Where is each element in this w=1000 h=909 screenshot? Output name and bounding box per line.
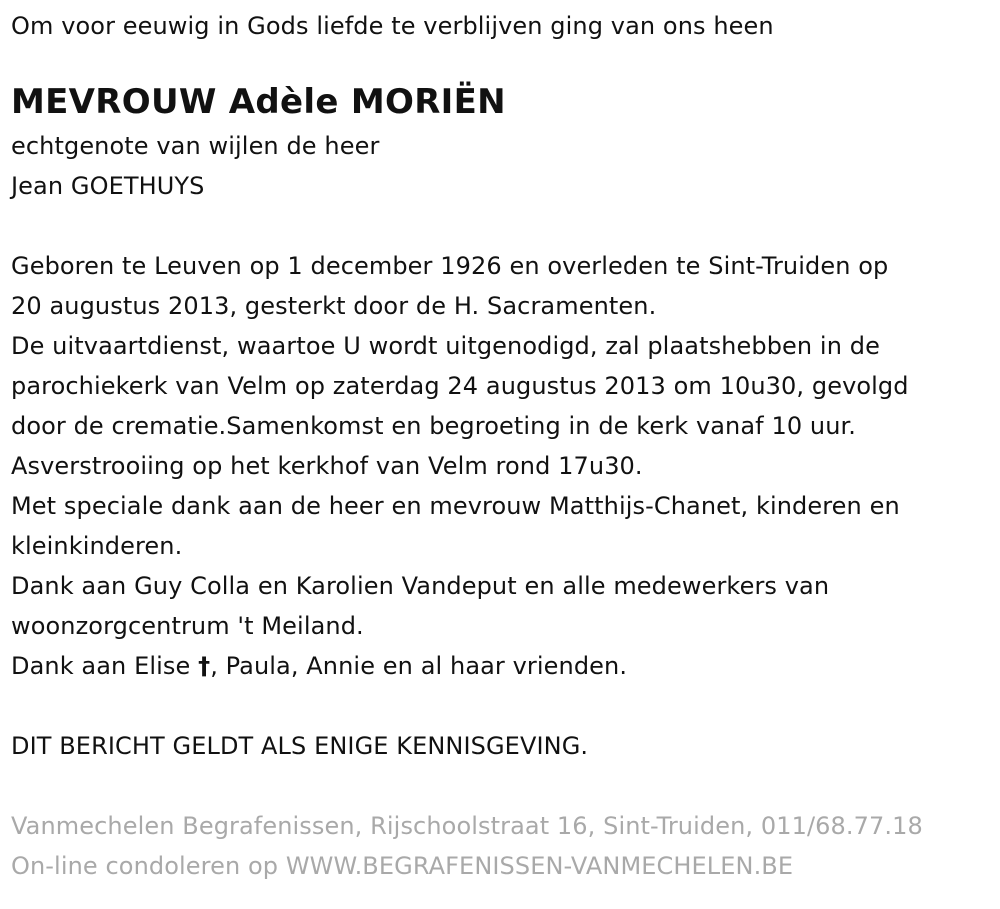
- body-line-3: De uitvaartdienst, waartoe U wordt uitgenodigd, zal plaatshebben in de: [11, 332, 880, 360]
- body-line-5: door de crematie.Samenkomst en begroeting in de kerk vanaf 10 uur.: [11, 412, 857, 440]
- body-line-11-prefix: Dank aan Elise: [11, 652, 199, 680]
- body-line-10: woonzorgcentrum 't Meiland.: [11, 612, 364, 640]
- cross-icon: †: [198, 652, 211, 680]
- spouse-line-2: Jean GOETHUYS: [11, 172, 205, 200]
- notice-line: DIT BERICHT GELDT ALS ENIGE KENNISGEVING.: [11, 732, 589, 760]
- body-line-8: kleinkinderen.: [11, 532, 183, 560]
- body-line-6: Asverstrooiing op het kerkhof van Velm rond 17u30.: [11, 452, 643, 480]
- body-line-1: Geboren te Leuven op 1 december 1926 en overleden te Sint-Truiden op: [11, 252, 889, 280]
- body-line-2: 20 augustus 2013, gesterkt door de H. Sacramenten.: [11, 292, 657, 320]
- body-line-11-suffix: , Paula, Annie en al haar vrienden.: [210, 652, 628, 680]
- spouse-line-1: echtgenote van wijlen de heer: [11, 132, 380, 160]
- body-line-11: [11, 646, 991, 686]
- deceased-name: MEVROUW Adèle MORIËN: [11, 82, 506, 122]
- body-line-9: Dank aan Guy Colla en Karolien Vandeput en alle medewerkers van: [11, 572, 830, 600]
- intro-line: Om voor eeuwig in Gods liefde te verblijven ging van ons heen: [11, 12, 774, 40]
- body-line-4: parochiekerk van Velm op zaterdag 24 augustus 2013 om 10u30, gevolgd: [11, 372, 909, 400]
- obituary-notice: [11, 6, 991, 886]
- body-line-7: Met speciale dank aan de heer en mevrouw Matthijs-Chanet, kinderen en: [11, 492, 900, 520]
- footer-condolence: On-line condoleren op WWW.BEGRAFENISSEN-VANMECHELEN.BE: [11, 852, 794, 880]
- footer-address: Vanmechelen Begrafenissen, Rijschoolstraat 16, Sint-Truiden, 011/68.77.18: [11, 812, 923, 840]
